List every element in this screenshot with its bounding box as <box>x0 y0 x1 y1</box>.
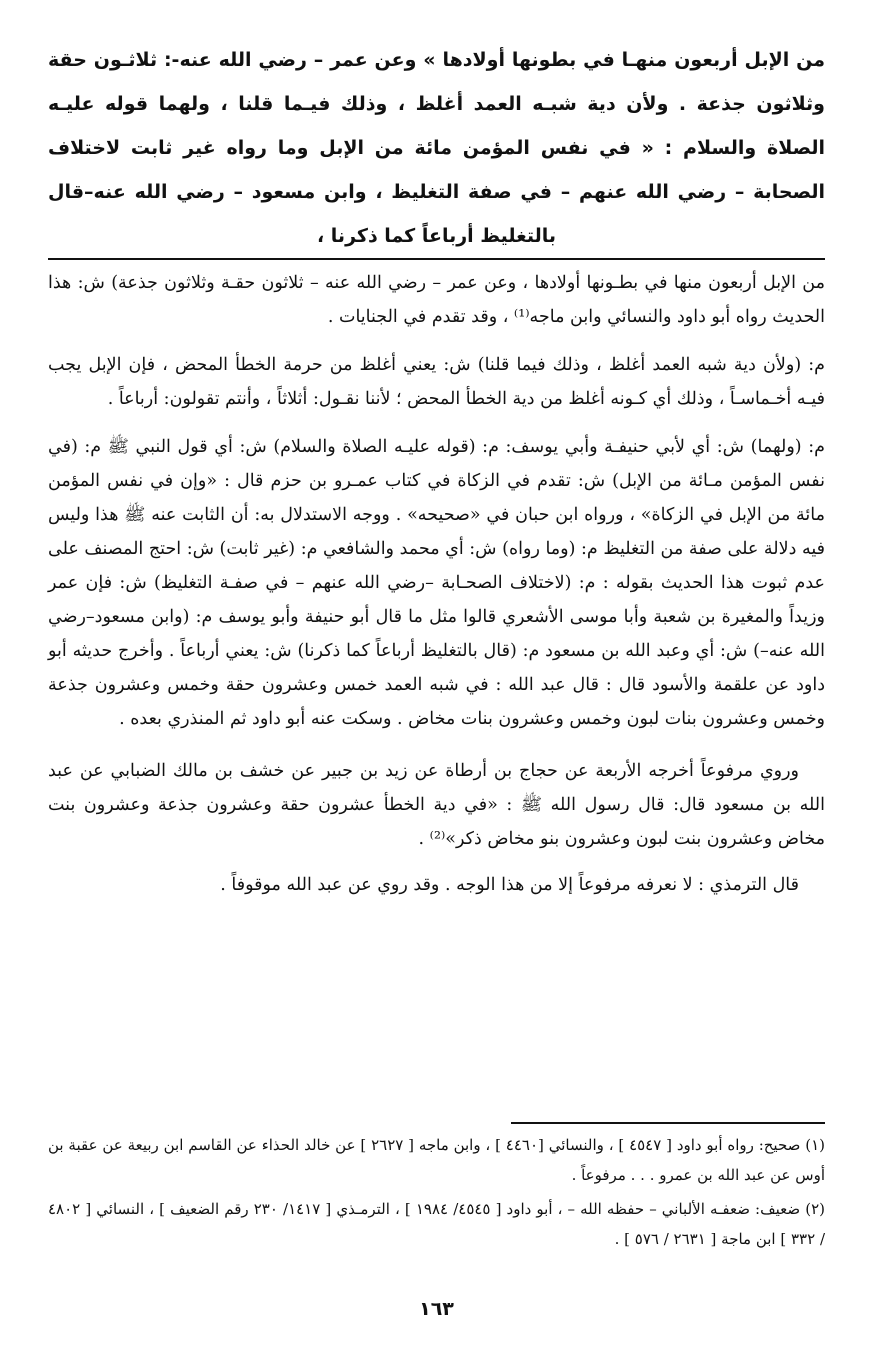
commentary-paragraph: م: (ولهما) ش: أي لأبي حنيفـة وأبي يوسف: م: (قوله عليـه الصلاة والسلام) ش: أي قول النبي ﷺ م: (في نفس المؤمن مـائة من الإبل) ش: تقدم في الزكاة في كتاب عمـرو بن حزم قال : «وإن في نفس المؤمن مائة من الإبل في الزكاة» ، ورواه ابن حبان في «صحيحه» . ووجه الاستدلال به: أن الثابت عنه ﷺ هذا وليس فيه دلالة على صفة من التغليظ م: (وما رواه) ش: أي محمد والشافعي م: (غير ثابت) ش: احتج المصنف على عدم ثبوت هذا الحديث بقوله : م: (لاختلاف الصحـابة –رضي الله عنهم – في صفـة التغليظ) ش: فإن عمر وزيداً والمغيرة بن شعبة وأبا موسى الأشعري قالوا مثل ما قال أبو حنيفة وأبو يوسف م: (وابن مسعود–رضي الله عنه–) ش: أي وعبد الله بن مسعود م: (قال بالتغليظ أرباعاً كما ذكرنا) ش: يعني أرباعاً . وأخرج حديثه أبو داود عن علقمة والأسود قال : قال عبد الله : في شبه العمد خمس وعشرون حقة وخمس وعشرون جذعة وخمس وعشرون بنات لبون وخمس وعشرون بنات مخاض . وسكت عنه أبو داود ثم المنذري بعده . <box>48 437 825 729</box>
commentary-paragraph: وروي مرفوعاً أخرجه الأربعة عن حجاج بن أرطاة عن زيد بن جبير عن خشف بن مالك الضبابي عن عبد الله بن مسعود قال: قال رسول الله ﷺ : «في دية الخطأ عشرون حقة وعشرون جذعة وعشرون بنت مخاض وعشرون بنت لبون وعشرون بنو مخاض ذكر»⁽²⁾ . <box>48 761 825 849</box>
footnote: (٢) ضعيف: ضعفـه الألباني – حفظه الله – ، أبو داود [ ٤٥٤٥/ ١٩٨٤ ] ، الترمـذي [ ١٤١٧/ ٢٣٠ رقم الضعيف ] ، النسائي [ ٤٨٠٢ / ٣٣٢ ] ابن ماجة [ ٢٦٣١ / ٥٧٦ ] . <box>48 1200 825 1248</box>
footnote-divider <box>511 1122 825 1124</box>
commentary-paragraph: من الإبل أربعون منها في بطـونها أولادها ، وعن عمر – رضي الله عنه – ثلاثون حقـة وثلاثون جذعة) ش: هذا الحديث رواه أبو داود والنسائي وابن ماجه⁽¹⁾ ، وقد تقدم في الجنايات . <box>48 273 825 327</box>
matn-text: من الإبل أربعون منهـا في بطونها أولادها » وعن عمر – رضي الله عنه-: ثلاثـون حقة وثلاثون جذعة . ولأن دية شبـه العمد أغلظ ، وذلك فيـما قلنا ، ولهما قوله عليـه الصلاة والسلام : « في نفس المؤمن مائة من الإبل وما رواه غير ثابت لاختلاف الصحابة – رضي الله عنهم – في صفة التغليظ ، وابن مسعود – رضي الله عنه–قال بالتغليظ أرباعاً كما ذكرنا ، <box>48 49 825 247</box>
commentary-section <box>48 266 825 902</box>
book-page <box>48 0 825 1371</box>
footnote: (١) صحيح: رواه أبو داود [ ٤٥٤٧ ] ، والنسائي [٤٤٦٠ ] ، وابن ماجه [ ٢٦٢٧ ] عن خالد الحذاء عن القاسم ابن ربيعة عن عقبة بن أوس عن عبد الله بن عمرو . . . مرفوعاً . <box>48 1136 825 1184</box>
footnotes-section <box>48 1130 825 1254</box>
commentary-paragraph: قال الترمذي : لا نعرفه مرفوعاً إلا من هذا الوجه . وقد روي عن عبد الله موقوفاً . <box>220 875 799 895</box>
page-number: ١٦٣ <box>419 1298 454 1320</box>
matn-divider <box>48 258 825 260</box>
commentary-paragraph: م: (ولأن دية شبه العمد أغلظ ، وذلك فيما قلنا) ش: يعني أغلظ من حرمة الخطأ المحض ، فإن الإبل يجب فيـه أخـماسـاً ، وذلك أي كـونه أغلظ من دية الخطأ المحض ؛ لأننا نقـول: أثلاثاً ، وأنتم تقولون: أرباعاً . <box>48 355 825 409</box>
